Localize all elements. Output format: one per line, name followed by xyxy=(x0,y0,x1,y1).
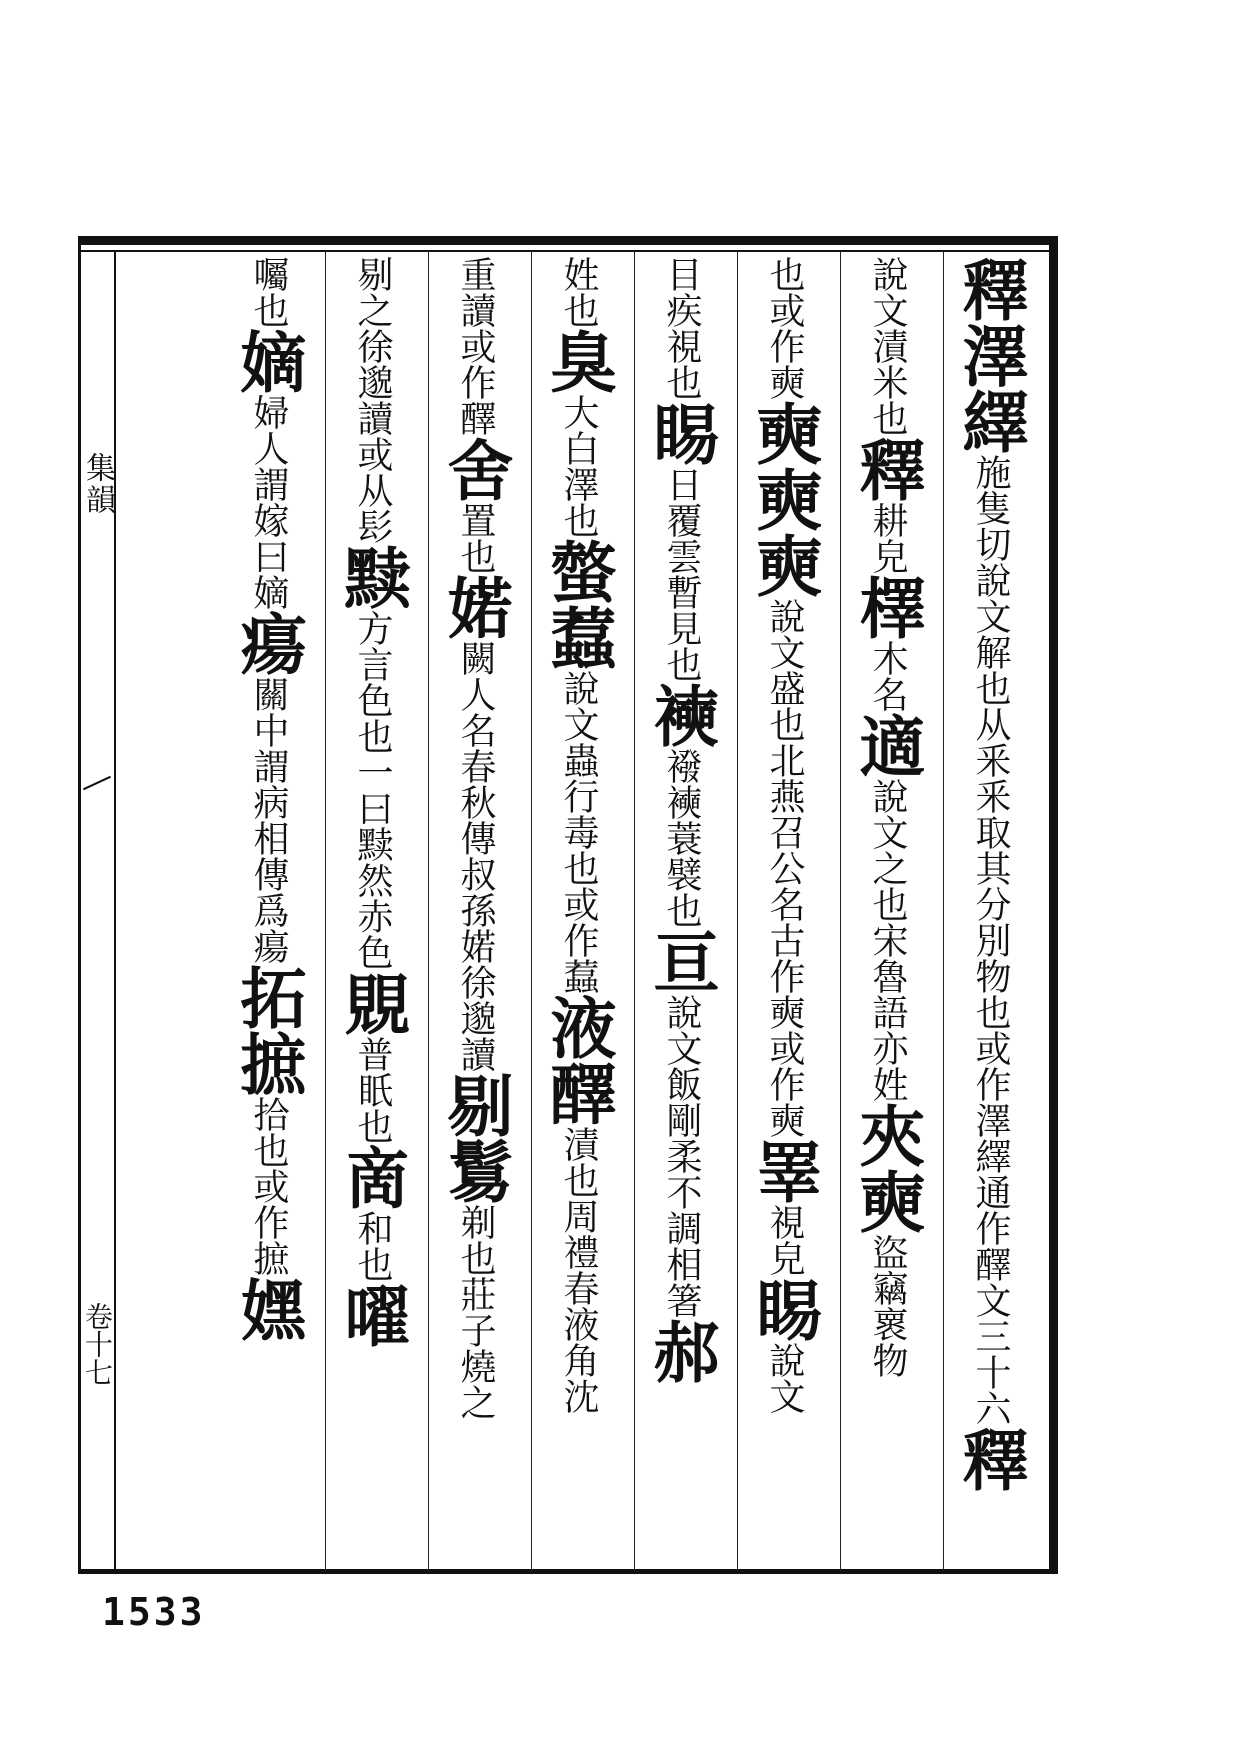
headword: 臭 xyxy=(539,328,617,394)
headword: 黩 xyxy=(333,544,411,610)
headword: 釋 xyxy=(951,1426,1029,1492)
headword: 螫蠚 xyxy=(539,538,617,670)
headword: 亘 xyxy=(642,928,720,994)
fish-tail-mark xyxy=(83,776,111,790)
text-column xyxy=(428,252,531,1570)
text-column xyxy=(531,252,634,1570)
text-column xyxy=(325,252,428,1570)
gloss-text: 囑也 xyxy=(248,256,289,328)
gloss-text: 置也 xyxy=(455,502,496,574)
gloss-text: 關中謂病相傳爲瘍 xyxy=(248,676,289,964)
headword: 啇 xyxy=(333,1144,411,1210)
gloss-text: 目疾視也 xyxy=(661,256,702,400)
headword: 睪 xyxy=(745,1138,823,1204)
text-column xyxy=(943,252,1046,1570)
gloss-text: 耕皃 xyxy=(867,502,908,574)
gloss-text: 說文盛也北燕召公名古作奭或作奭 xyxy=(764,598,805,1138)
headword: 適 xyxy=(848,712,926,778)
column-text xyxy=(538,256,618,1556)
gloss-text: 重讀或作醳 xyxy=(455,256,496,436)
gloss-text: 拾也或作摭 xyxy=(248,1096,289,1276)
gloss-text: 和也 xyxy=(352,1210,393,1282)
column-text xyxy=(950,256,1030,1556)
headword: 夾奭 xyxy=(848,1102,926,1234)
gloss-text: 剔之徐邈讀或从髟 xyxy=(352,256,393,544)
text-column xyxy=(634,252,737,1570)
gloss-text: 婦人謂嫁曰嫡 xyxy=(248,394,289,610)
banxin-juan-label: 卷十 xyxy=(81,1302,114,1358)
headword: 郝 xyxy=(642,1318,720,1384)
column-text xyxy=(228,256,308,1556)
headword: 釋澤繹 xyxy=(951,256,1029,454)
gloss-text: 闕人名春秋傳叔孫婼徐邈讀 xyxy=(455,640,496,1072)
right-border-rule xyxy=(1049,236,1058,1574)
headword: 覞 xyxy=(333,970,411,1036)
gloss-text: 剃也莊子燒之 xyxy=(455,1204,496,1420)
headword: 液醳 xyxy=(539,994,617,1126)
column-text xyxy=(641,256,721,1556)
text-column xyxy=(737,252,840,1570)
headword: 奭奭奭 xyxy=(745,400,823,598)
top-border-rule xyxy=(78,236,1058,245)
banxin-marker: 七 xyxy=(81,1358,114,1386)
headword: 拓摭 xyxy=(229,964,307,1096)
headword: 睗 xyxy=(745,1276,823,1342)
gloss-text: 視皃 xyxy=(764,1204,805,1276)
page-number: 1533 xyxy=(102,1590,206,1634)
gloss-text: 木名 xyxy=(867,640,908,712)
headword: 檡 xyxy=(848,574,926,640)
column-text xyxy=(847,256,927,1556)
gloss-text: 說文漬米也 xyxy=(867,256,908,436)
center-fold-margin xyxy=(78,252,116,1570)
gloss-text: 說文之也宋魯語亦姓 xyxy=(867,778,908,1102)
banxin-title: 集韻 xyxy=(80,452,115,516)
headword: 釋 xyxy=(848,436,926,502)
column-text xyxy=(744,256,824,1556)
text-column xyxy=(840,252,943,1570)
gloss-text: 說文 xyxy=(764,1342,805,1414)
gloss-text: 日覆雲暫見也 xyxy=(661,466,702,682)
column-text xyxy=(435,256,515,1556)
headword: 舍 xyxy=(436,436,514,502)
banxin-juan xyxy=(82,1302,112,1386)
gloss-text: 姓也 xyxy=(558,256,599,328)
headword: 嫼 xyxy=(229,1276,307,1342)
column-text xyxy=(332,256,412,1556)
headword: 瘍 xyxy=(229,610,307,676)
gloss-text: 說文蟲行毒也或作蠚 xyxy=(558,670,599,994)
gloss-text: 施隻切說文解也从釆釆取其分別物也或作澤繹通作醳文三十六 xyxy=(970,454,1011,1426)
gloss-text: 漬也周禮春液角沈 xyxy=(558,1126,599,1414)
headword: 襫 xyxy=(642,682,720,748)
headword: 剔鬄 xyxy=(436,1072,514,1204)
text-column xyxy=(222,252,325,1570)
headword: 睗 xyxy=(642,400,720,466)
gloss-text: 方言色也一曰黩然赤色 xyxy=(352,610,393,970)
gloss-text: 普眂也 xyxy=(352,1036,393,1144)
gloss-text: 大白澤也 xyxy=(558,394,599,538)
gloss-text: 襏襫蓑襞也 xyxy=(661,748,702,928)
headword: 嚁 xyxy=(333,1282,411,1348)
gloss-text: 說文飯剛柔不調相箸 xyxy=(661,994,702,1318)
page-frame xyxy=(78,236,1058,1574)
text-columns xyxy=(116,252,1046,1570)
headword: 嫡 xyxy=(229,328,307,394)
gloss-text: 盜竊褱物 xyxy=(867,1234,908,1378)
gloss-text: 也或作奭 xyxy=(764,256,805,400)
headword: 婼 xyxy=(436,574,514,640)
